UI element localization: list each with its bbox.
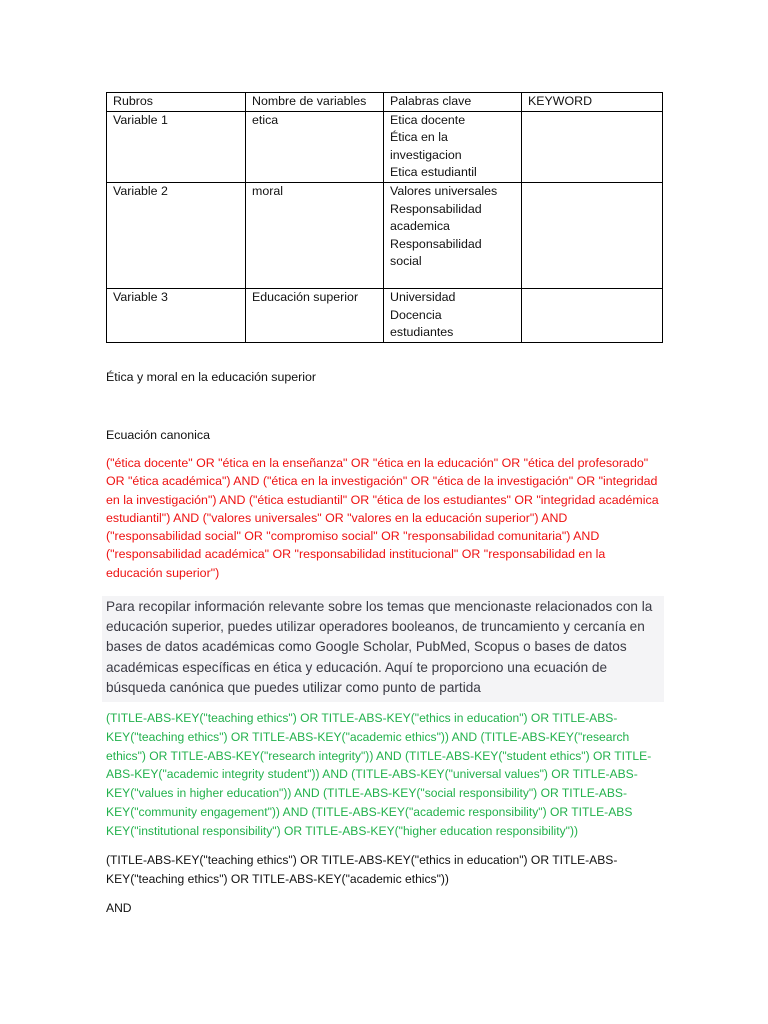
keyword-line: Valores universales bbox=[390, 183, 498, 198]
table-header-row bbox=[107, 93, 663, 112]
cell-palabras bbox=[384, 182, 522, 288]
keyword-line: academica bbox=[390, 219, 450, 234]
cell-nombre: moral bbox=[246, 182, 384, 288]
cell-rubro: Variable 2 bbox=[107, 182, 246, 288]
header-nombre-de-variables: Nombre de variables bbox=[246, 93, 384, 112]
variables-table bbox=[106, 92, 663, 343]
and-operator: AND bbox=[106, 901, 132, 915]
keyword-line: Responsabilidad bbox=[390, 201, 482, 216]
keyword-line: Ética en la bbox=[390, 130, 448, 145]
cell-keyword bbox=[522, 111, 663, 182]
keyword-line: Etica estudiantil bbox=[390, 165, 477, 180]
cell-nombre: etica bbox=[246, 111, 384, 182]
equation-heading: Ecuación canonica bbox=[106, 428, 211, 442]
table-row bbox=[107, 111, 663, 182]
cell-keyword bbox=[522, 182, 663, 288]
table-row bbox=[107, 182, 663, 288]
header-keyword: KEYWORD bbox=[522, 93, 663, 112]
first-query-group: (TITLE-ABS-KEY("teaching ethics") OR TITLE-ABS-KEY("ethics in education") OR TITLE-ABS-KEY("teaching ethics") OR TITLE-ABS-KEY("academic ethics")) bbox=[106, 853, 618, 886]
document-title: Ética y moral en la educación superior bbox=[106, 370, 317, 384]
cell-palabras bbox=[384, 111, 522, 182]
keyword-line: Responsabilidad bbox=[390, 236, 482, 251]
cell-rubro: Variable 3 bbox=[107, 288, 246, 342]
cell-keyword bbox=[522, 288, 663, 342]
cell-nombre: Educación superior bbox=[246, 288, 384, 342]
keyword-line: investigacion bbox=[390, 147, 462, 162]
cell-palabras bbox=[384, 288, 522, 342]
table-row bbox=[107, 288, 663, 342]
keyword-line: estudiantes bbox=[390, 325, 454, 340]
scopus-search-equation: (TITLE-ABS-KEY("teaching ethics") OR TITLE-ABS-KEY("ethics in education") OR TITLE-ABS-KEY("teaching ethics") OR TITLE-ABS-KEY("academic ethics")) AND (TITLE-ABS-KEY("research ethics") OR TITLE-ABS-KEY("research integrity")) AND (TITLE-ABS-KEY("student ethics") OR TITLE-ABS-KEY("academic integrity student")) AND (TITLE-ABS-KEY("universal values") OR TITLE-ABS-KEY("values in higher education")) AND (TITLE-ABS-KEY("social responsibility") OR TITLE-ABS-KEY("community engagement")) AND (TITLE-ABS-KEY("academic responsibility") OR TITLE-ABS KEY("institutional responsibility") OR TITLE-ABS-KEY("higher education responsibility")) bbox=[106, 711, 652, 838]
header-rubros: Rubros bbox=[107, 93, 246, 112]
keyword-line: Docencia bbox=[390, 307, 442, 322]
explanation-paragraph: Para recopilar información relevante sobre los temas que mencionaste relacionados con la educación superior, puedes utilizar operadores booleanos, de truncamiento y cercanía en bases de datos académicas como Google Scholar, PubMed, Scopus o bases de datos académicas específicas en ética y educación. Aquí te proporciono una ecuación de búsqueda canónica que puedes utilizar como punto de partida bbox=[102, 596, 664, 702]
keyword-line: Universidad bbox=[390, 289, 456, 304]
keyword-line: social bbox=[390, 254, 422, 269]
spanish-search-equation: ("ética docente" OR "ética en la enseñanza" OR "ética en la educación" OR "ética del profesorado" OR "ética académica") AND ("ética en la investigación" OR "ética de la investigación" OR "integridad en la investigación") AND ("ética estudiantil" OR "ética de los estudiantes" OR "integridad académica estudiantil") AND ("valores universales" OR "valores en la educación superior") AND ("responsabilidad social" OR "compromiso social" OR "responsabilidad comunitaria") AND ("responsabilidad académica" OR "responsabilidad institucional" OR "responsabilidad en la educación superior") bbox=[106, 456, 659, 580]
keyword-line: Etica docente bbox=[390, 112, 466, 127]
header-palabras-clave: Palabras clave bbox=[384, 93, 522, 112]
cell-rubro: Variable 1 bbox=[107, 111, 246, 182]
